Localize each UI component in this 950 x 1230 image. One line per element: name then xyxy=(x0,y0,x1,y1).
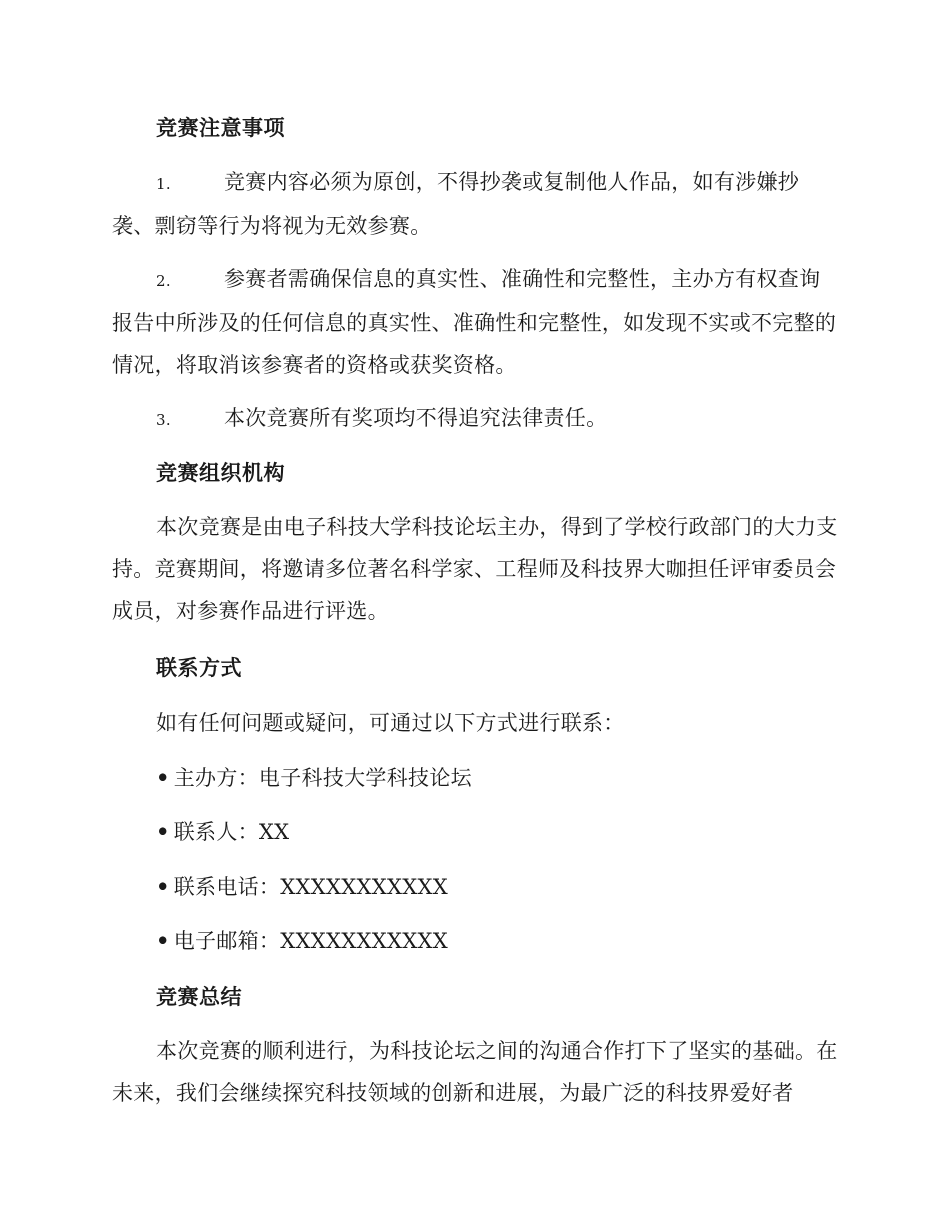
org-heading: 竞赛组织机构 xyxy=(156,461,285,485)
bullet-icon: • xyxy=(156,819,170,844)
note-number-3: 3. xyxy=(156,411,171,429)
bullet-icon: • xyxy=(156,765,170,790)
summary-heading: 竞赛总结 xyxy=(156,985,242,1009)
contact-item-text: 联系人：XX xyxy=(173,820,290,844)
note-text-3: 本次竞赛所有奖项均不得追究法律责任。 xyxy=(224,406,608,430)
summary-text: 本次竞赛的顺利进行，为科技论坛之间的沟通合作打下了坚实的基础。在未来，我们会继续探究科技领域的创新和进展，为最广泛的科技界爱好者 xyxy=(112,1039,838,1105)
note-item-1 xyxy=(112,161,838,247)
contact-item-text: 联系电话：XXXXXXXXXXX xyxy=(173,875,448,899)
bullet-icon: • xyxy=(156,928,170,953)
org-text: 本次竞赛是由电子科技大学科技论坛主办，得到了学校行政部门的大力支持。竞赛期间，将邀请多位著名科学家、工程师及科技界大咖担任评审委员会成员，对参赛作品进行评选。 xyxy=(112,515,838,623)
summary-paragraph xyxy=(112,1030,838,1114)
note-text-2: 参赛者需确保信息的真实性、准确性和完整性，主办方有权查询报告中所涉及的任何信息的真实性、准确性和完整性，如发现不实或不完整的情况，将取消该参赛者的资格或获奖资格。 xyxy=(112,267,837,377)
contact-item-text: 主办方：电子科技大学科技论坛 xyxy=(173,766,472,790)
notes-heading: 竞赛注意事项 xyxy=(156,116,285,140)
contact-heading: 联系方式 xyxy=(156,656,242,680)
contact-intro: 如有任何问题或疑问，可通过以下方式进行联系： xyxy=(156,711,625,735)
contact-item-email xyxy=(156,926,448,956)
bullet-icon: • xyxy=(156,874,170,899)
contact-item-text: 电子邮箱：XXXXXXXXXXX xyxy=(173,929,448,953)
note-item-2 xyxy=(112,258,838,386)
note-item-3 xyxy=(112,397,838,441)
contact-item-phone xyxy=(156,872,448,902)
note-number-1: 1. xyxy=(156,175,171,193)
contact-item-person xyxy=(156,817,289,847)
note-text-1: 竞赛内容必须为原创，不得抄袭或复制他人作品，如有涉嫌抄袭、剽窃等行为将视为无效参赛。 xyxy=(112,170,800,238)
note-number-2: 2. xyxy=(156,272,171,290)
org-paragraph xyxy=(112,506,838,632)
contact-item-organizer xyxy=(156,763,472,793)
